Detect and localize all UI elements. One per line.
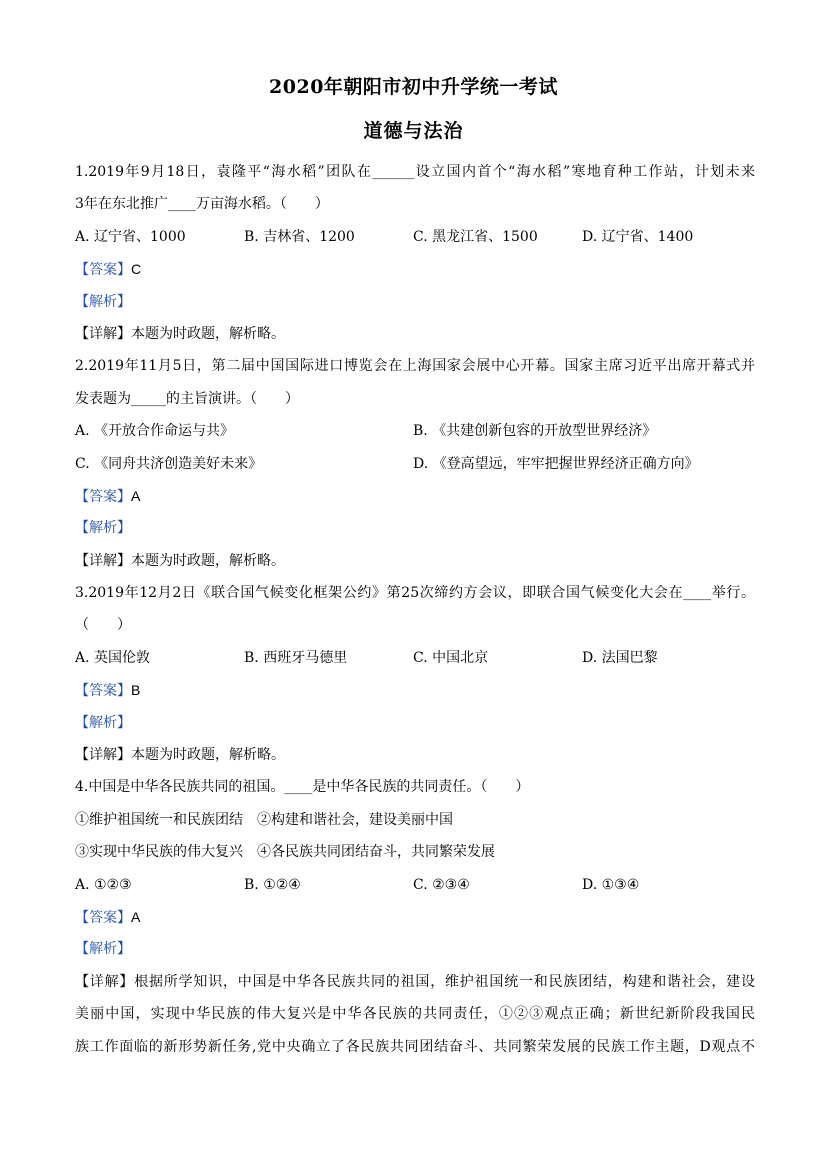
- option-a: A. 英国伦敦: [75, 649, 151, 666]
- analysis-line: [75, 933, 755, 965]
- exam-title: 2020年朝阳市初中升学统一考试: [269, 76, 558, 98]
- questions-content: [75, 156, 755, 1063]
- option-c: C. ②③④: [413, 876, 470, 893]
- question-stem-line: ①维护祖国统一和民族团结 ②构建和谐社会，建设美丽中国: [75, 811, 453, 828]
- question-stem-line: 发表题为_____的主旨演讲。（ ）: [75, 390, 299, 407]
- answer-tag: 【答案】: [75, 909, 131, 926]
- option-a: A. 辽宁省、1000: [75, 228, 186, 245]
- option-b: B. ①②④: [244, 876, 301, 893]
- options-row: [75, 415, 755, 447]
- option-c: C. 《同舟共济创造美好未来》: [75, 455, 263, 472]
- answer-tag: 【答案】: [75, 262, 131, 279]
- answer-line: [75, 901, 755, 933]
- option-c: C. 黑龙江省、1500: [413, 228, 538, 245]
- option-a: A. ①②③: [75, 876, 132, 893]
- answer-value: B: [131, 682, 141, 699]
- question-stem-line: 3年在东北推广____万亩海水稻。（ ）: [75, 196, 329, 213]
- detail-line: 【详解】本题为时政题，解析略。: [75, 325, 285, 342]
- answer-tag: 【答案】: [75, 683, 131, 700]
- answer-value: C: [131, 261, 142, 278]
- detail-line: 美丽中国，实现中华民族的伟大复兴是中华各民族的共同责任，①②③观点正确；新世纪新阶段我国民: [75, 1006, 755, 1023]
- answer-line: [75, 480, 755, 512]
- option-c: C. 中国北京: [413, 649, 489, 666]
- analysis-tag: 【解析】: [75, 941, 131, 958]
- question-stem-line: 2.2019年11月5日，第二届中国国际进口博览会在上海国家会展中心开幕。国家主席习近平出席开幕式并: [75, 358, 755, 375]
- exam-subject: 道德与法治: [363, 120, 464, 142]
- options-row: [75, 221, 755, 253]
- analysis-tag: 【解析】: [75, 293, 131, 310]
- detail-line: 【详解】本题为时政题，解析略。: [75, 552, 285, 569]
- analysis-tag: 【解析】: [75, 520, 131, 537]
- answer-tag: 【答案】: [75, 488, 131, 505]
- option-a: A. 《开放合作命运与共》: [75, 423, 235, 440]
- question-stem-line: ③实现中华民族的伟大复兴 ④各民族共同团结奋斗，共同繁荣发展: [75, 844, 495, 861]
- option-b: B. 《共建创新包容的开放型世界经济》: [413, 423, 657, 440]
- question-4: [75, 771, 755, 1063]
- analysis-line: [75, 707, 755, 739]
- question-3: [75, 577, 755, 771]
- answer-value: A: [131, 487, 141, 504]
- options-row: [75, 448, 755, 480]
- detail-line: 族工作面临的新形势新任务,党中央确立了各民族共同团结奋斗、共同繁荣发展的民族工作主题，D观点不: [75, 1038, 755, 1055]
- option-d: D. 法国巴黎: [582, 649, 658, 666]
- question-stem-line: 4.中国是中华各民族共同的祖国。____是中华各民族的共同责任。（ ）: [75, 779, 530, 796]
- question-1: [75, 156, 755, 350]
- answer-value: A: [131, 908, 141, 925]
- analysis-line: [75, 286, 755, 318]
- options-row: [75, 642, 755, 674]
- detail-line: 【详解】根据所学知识，中国是中华各民族共同的祖国，维护祖国统一和民族团结，构建和谐社会，建设: [75, 973, 755, 990]
- analysis-line: [75, 512, 755, 544]
- answer-line: [75, 674, 755, 706]
- answer-line: [75, 253, 755, 285]
- option-d: D. ①③④: [582, 876, 640, 893]
- question-stem-line: （ ）: [75, 617, 131, 634]
- option-b: B. 西班牙马德里: [244, 649, 348, 666]
- options-row: [75, 869, 755, 901]
- option-d: D. 辽宁省、1400: [582, 228, 694, 245]
- option-d: D. 《登高望远，牢牢把握世界经济正确方向》: [413, 455, 699, 472]
- analysis-tag: 【解析】: [75, 714, 131, 731]
- question-stem-line: 3.2019年12月2日《联合国气候变化框架公约》第25次缔约方会议，即联合国气候变化大会在____举行。: [75, 585, 755, 602]
- detail-line: 【详解】本题为时政题，解析略。: [75, 747, 285, 764]
- question-2: [75, 350, 755, 577]
- option-b: B. 吉林省、1200: [244, 228, 355, 245]
- question-stem-line: 1.2019年9月18日，袁隆平“海水稻”团队在______设立国内首个“海水稻”寒地育种工作站，计划未来: [75, 164, 755, 180]
